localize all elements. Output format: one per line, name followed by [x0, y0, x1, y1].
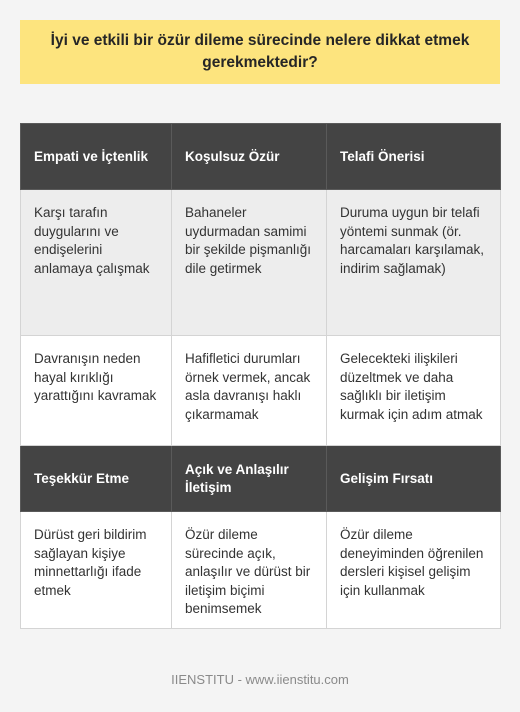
- table-row: [21, 512, 501, 629]
- info-table: [20, 123, 501, 629]
- header-cell: Koşulsuz Özür: [172, 124, 327, 190]
- table-header-row: [21, 124, 501, 190]
- table-cell: Karşı tarafın duygularını ve endişelerini anlamaya çalışmak: [21, 190, 172, 336]
- header-cell: Telafi Önerisi: [327, 124, 501, 190]
- table-cell: Hafifletici durumları örnek vermek, ancak asla davranışı haklı çıkarmamak: [172, 336, 327, 446]
- table-header-row: [21, 446, 501, 512]
- header-cell: Açık ve Anlaşılır İletişim: [172, 446, 327, 512]
- table-row: [21, 336, 501, 446]
- table-cell: Davranışın neden hayal kırıklığı yarattığını kavramak: [21, 336, 172, 446]
- table-cell: Özür dileme deneyiminden öğrenilen dersleri kişisel gelişim için kullanmak: [327, 512, 501, 629]
- page-title: İyi ve etkili bir özür dileme sürecinde nelere dikkat etmek gerekmektedir?: [50, 32, 470, 71]
- table-cell: Bahaneler uydurmadan samimi bir şekilde pişmanlığı dile getirmek: [172, 190, 327, 336]
- title-banner: [20, 20, 500, 84]
- table-row: [21, 190, 501, 336]
- header-cell: Gelişim Fırsatı: [327, 446, 501, 512]
- header-cell: Teşekkür Etme: [21, 446, 172, 512]
- table-cell: Duruma uygun bir telafi yöntemi sunmak (ör. harcamaları karşılamak, indirim sağlamak): [327, 190, 501, 336]
- header-cell: Empati ve İçtenlik: [21, 124, 172, 190]
- table-cell: Dürüst geri bildirim sağlayan kişiye minnettarlığı ifade etmek: [21, 512, 172, 629]
- footer-credit: IIENSTITU - www.iienstitu.com: [171, 672, 349, 687]
- table-cell: Gelecekteki ilişkileri düzeltmek ve daha sağlıklı bir iletişim kurmak için adım atmak: [327, 336, 501, 446]
- table-cell: Özür dileme sürecinde açık, anlaşılır ve dürüst bir iletişim biçimi benimsemek: [172, 512, 327, 629]
